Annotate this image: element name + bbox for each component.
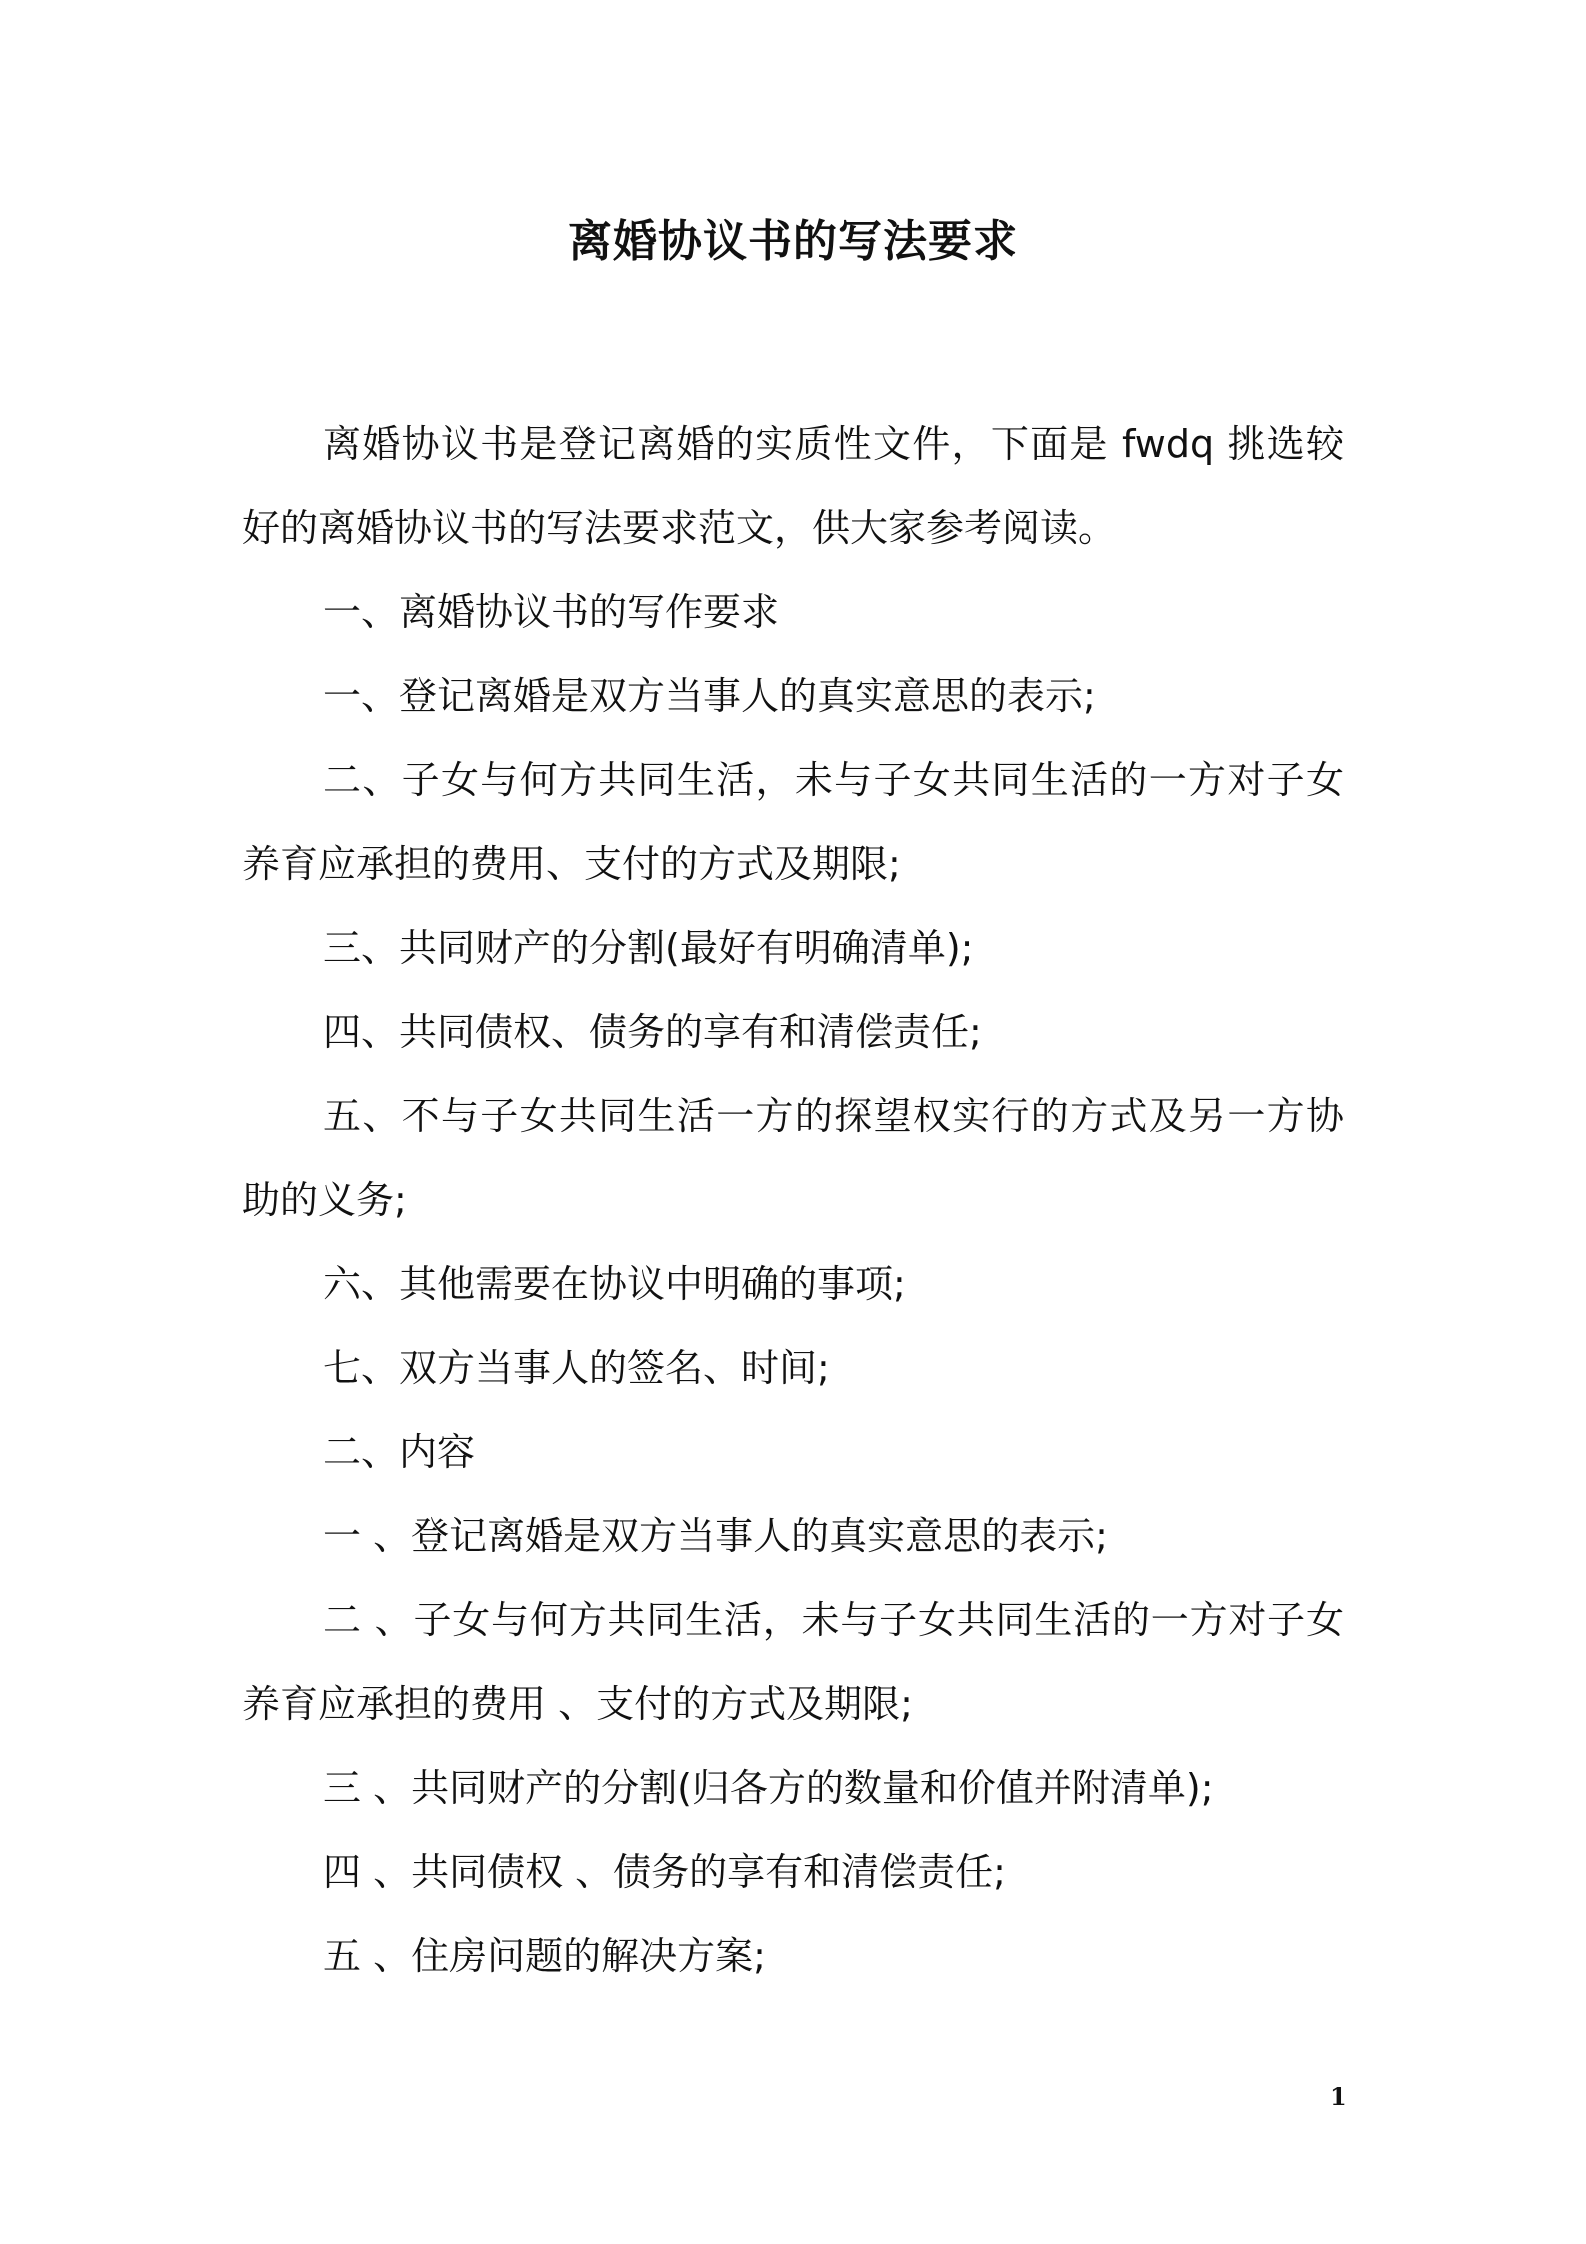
paragraph-item: 四 、共同债权 、债务的享有和清偿责任; (323, 1850, 1006, 1894)
paragraph-section-heading-requirements: 一、离婚协议书的写作要求 (323, 590, 780, 634)
document-title: 离婚协议书的写法要求 (568, 216, 1018, 267)
page-number: 1 (1330, 2082, 1347, 2111)
paragraph-item: 二、子女与何方共同生活，未与子女共同生活的一方对子女养育应承担的费用、支付的方式及期限; (242, 758, 1344, 886)
paragraph-item: 七、双方当事人的签名、时间; (323, 1346, 830, 1390)
document-body (242, 402, 1344, 1998)
paragraph-item: 五 、住房问题的解决方案; (323, 1934, 766, 1978)
paragraph-item: 五、不与子女共同生活一方的探望权实行的方式及另一方协助的义务; (242, 1094, 1344, 1222)
paragraph-item: 六、其他需要在协议中明确的事项; (323, 1262, 906, 1306)
paragraph-item: 三 、共同财产的分割(归各方的数量和价值并附清单); (323, 1766, 1214, 1810)
paragraph-item: 三、共同财产的分割(最好有明确清单); (323, 926, 974, 970)
paragraph-item: 二 、子女与何方共同生活，未与子女共同生活的一方对子女养育应承担的费用 、支付的方式及期限; (242, 1598, 1344, 1726)
paragraph-section-heading-content: 二、内容 (323, 1430, 476, 1474)
paragraph-item: 四、共同债权、债务的享有和清偿责任; (323, 1010, 982, 1054)
paragraph-item: 一、登记离婚是双方当事人的真实意思的表示; (323, 674, 1096, 718)
paragraph-item: 一 、登记离婚是双方当事人的真实意思的表示; (323, 1514, 1108, 1558)
paragraph-intro: 离婚协议书是登记离婚的实质性文件，下面是 fwdq 挑选较好的离婚协议书的写法要求范文，供大家参考阅读。 (242, 422, 1344, 550)
